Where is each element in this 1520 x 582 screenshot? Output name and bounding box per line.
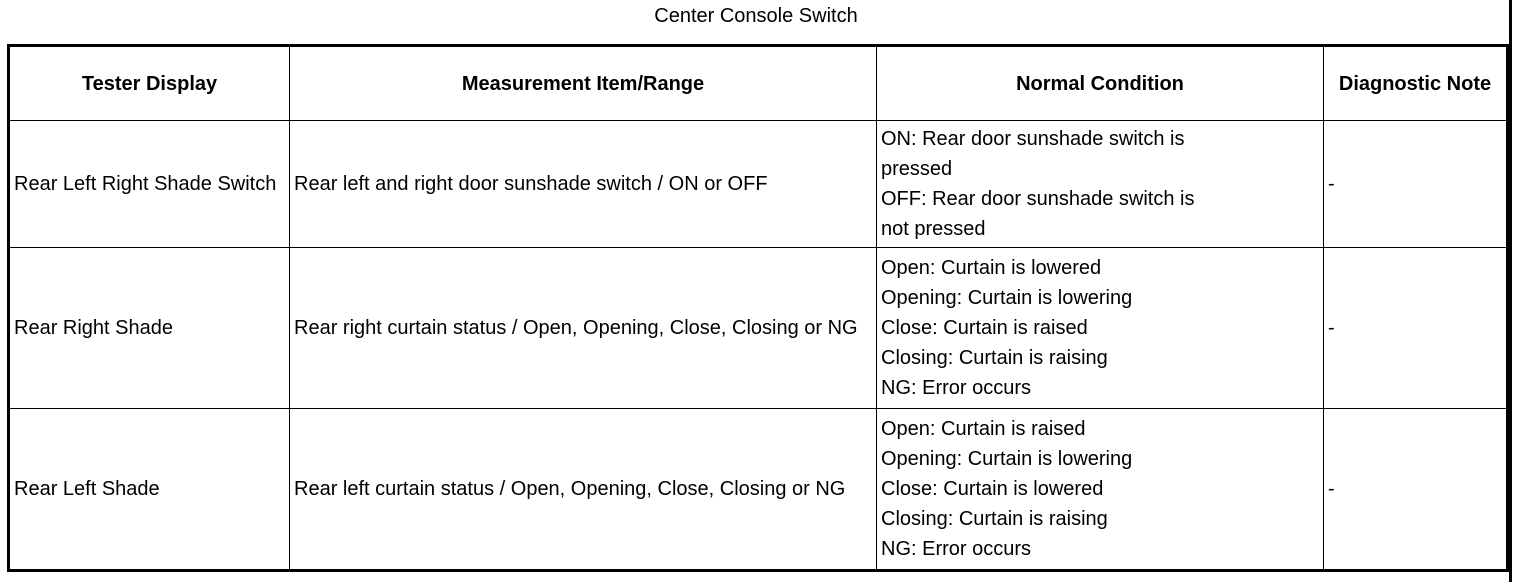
tester-display-cell: Rear Left Right Shade Switch <box>9 121 290 248</box>
measurement-cell: Rear right curtain status / Open, Opening, Close, Closing or NG <box>290 248 877 409</box>
condition-line: not pressed <box>881 218 986 240</box>
header-measurement-item-range: Measurement Item/Range <box>290 46 877 121</box>
normal-condition-cell <box>877 121 1324 248</box>
measurement-cell: Rear left and right door sunshade switch / ON or OFF <box>290 121 877 248</box>
condition-line: Opening: Curtain is lowering <box>881 287 1133 309</box>
condition-line: Close: Curtain is lowered <box>881 478 1104 500</box>
header-diagnostic-note: Diagnostic Note <box>1324 46 1508 121</box>
tester-display-cell: Rear Left Shade <box>9 409 290 571</box>
condition-line: Close: Curtain is raised <box>881 317 1088 339</box>
diagnostic-note-cell: - <box>1324 409 1508 571</box>
measurement-cell: Rear left curtain status / Open, Opening, Close, Closing or NG <box>290 409 877 571</box>
condition-line: pressed <box>881 158 953 180</box>
tester-display-cell: Rear Right Shade <box>9 248 290 409</box>
normal-condition-cell <box>877 409 1324 571</box>
diagnostic-note-cell: - <box>1324 248 1508 409</box>
condition-line: Open: Curtain is raised <box>881 418 1086 440</box>
data-list-table <box>7 44 1509 572</box>
condition-line: OFF: Rear door sunshade switch is <box>881 188 1195 210</box>
table-row <box>9 121 1508 248</box>
page-edge-line <box>1509 0 1512 582</box>
table-row <box>9 409 1508 571</box>
condition-line: NG: Error occurs <box>881 538 1032 560</box>
diagnostic-note-cell: - <box>1324 121 1508 248</box>
header-tester-display: Tester Display <box>9 46 290 121</box>
condition-line: Closing: Curtain is raising <box>881 508 1108 530</box>
condition-line: ON: Rear door sunshade switch is <box>881 128 1185 150</box>
condition-line: Opening: Curtain is lowering <box>881 448 1133 470</box>
header-normal-condition: Normal Condition <box>877 46 1324 121</box>
normal-condition-cell <box>877 248 1324 409</box>
condition-line: Open: Curtain is lowered <box>881 257 1102 279</box>
table-caption: Center Console Switch <box>654 5 858 27</box>
condition-line: NG: Error occurs <box>881 377 1032 399</box>
header-row <box>9 46 1508 121</box>
table-row <box>9 248 1508 409</box>
condition-line: Closing: Curtain is raising <box>881 347 1108 369</box>
